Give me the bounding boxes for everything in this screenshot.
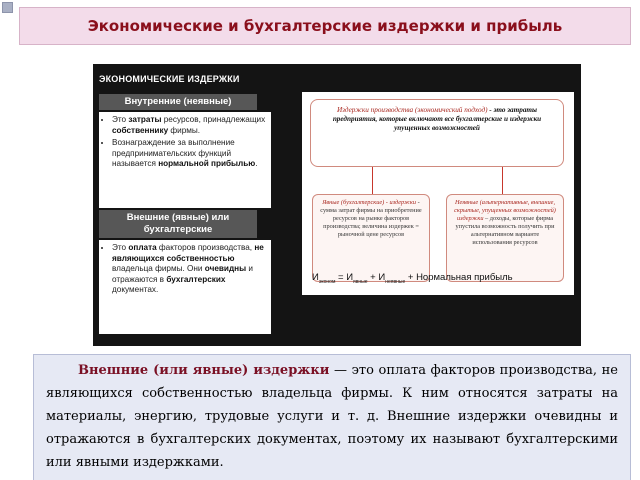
illustration-heading: ЭКОНОМИЧЕСКИЕ ИЗДЕРЖКИ xyxy=(99,74,240,84)
internal-costs-body xyxy=(99,112,271,208)
economic-costs-illustration xyxy=(93,64,581,346)
scheme-arrow-right xyxy=(502,167,503,194)
scheme-implicit-costs-box: Неявные (альтернативные, внешние, скрытые, упущенных возможностей) издержки – доходы, которые фирма упустила возможность получить при альтернативном варианте использования ресурсов xyxy=(446,194,564,282)
scheme-explicit-costs-box: Явные (бухгалтерские) - издержки - сумма затрат фирмы на приобретение ресурсов на рынке факторов производства; величина издержек = рыночной цене ресурсов xyxy=(312,194,430,282)
definition-term: Внешние (или явные) издержки xyxy=(78,363,330,378)
economic-costs-formula: $И_{эконом} = И_{явные} + И_{неявные}$ + Нормальная прибыль xyxy=(312,272,513,285)
title-banner xyxy=(19,7,631,45)
scheme-arrow-left xyxy=(372,167,373,194)
external-costs-body xyxy=(99,240,271,334)
slide-bullet-marker xyxy=(2,2,13,13)
external-costs-bullet: • Это оплата факторов производства, не являющихся собственностью владельца фирмы. Они очевидны и отражаются в бухгалтерских документах. xyxy=(112,243,267,296)
external-costs-header: Внешние (явные) или бухгалтерские xyxy=(99,210,257,238)
definition-text-block xyxy=(33,354,631,480)
internal-costs-header: Внутренние (неявные) xyxy=(99,94,257,110)
scheme-production-costs-box: Издержки производства (экономический подход) - это затраты предприятия, которые включают все бухгалтерские и издержки упущенных возможностей xyxy=(310,99,564,167)
internal-costs-bullet-1: • Это затраты ресурсов, принадлежащих собственнику фирмы. xyxy=(112,115,267,136)
definition-body: — это оплата факторов производства, не являющихся собственностью владельца фирмы. К ним относятся затраты на материалы, энергию, трудовые услуги и т. д. Внешние издержки очевидны и отражаются в бухгалтерских документах, поэтому их называют бухгалтерскими или явными издержками. xyxy=(46,363,618,470)
slide-title: Экономические и бухгалтерские издержки и прибыль xyxy=(87,17,563,35)
cost-scheme-diagram xyxy=(302,92,574,295)
internal-costs-bullet-2: • Вознаграждение за выполнение предпринимательских функций называется нормальной прибылью. xyxy=(112,138,267,170)
definition-paragraph xyxy=(46,359,618,474)
